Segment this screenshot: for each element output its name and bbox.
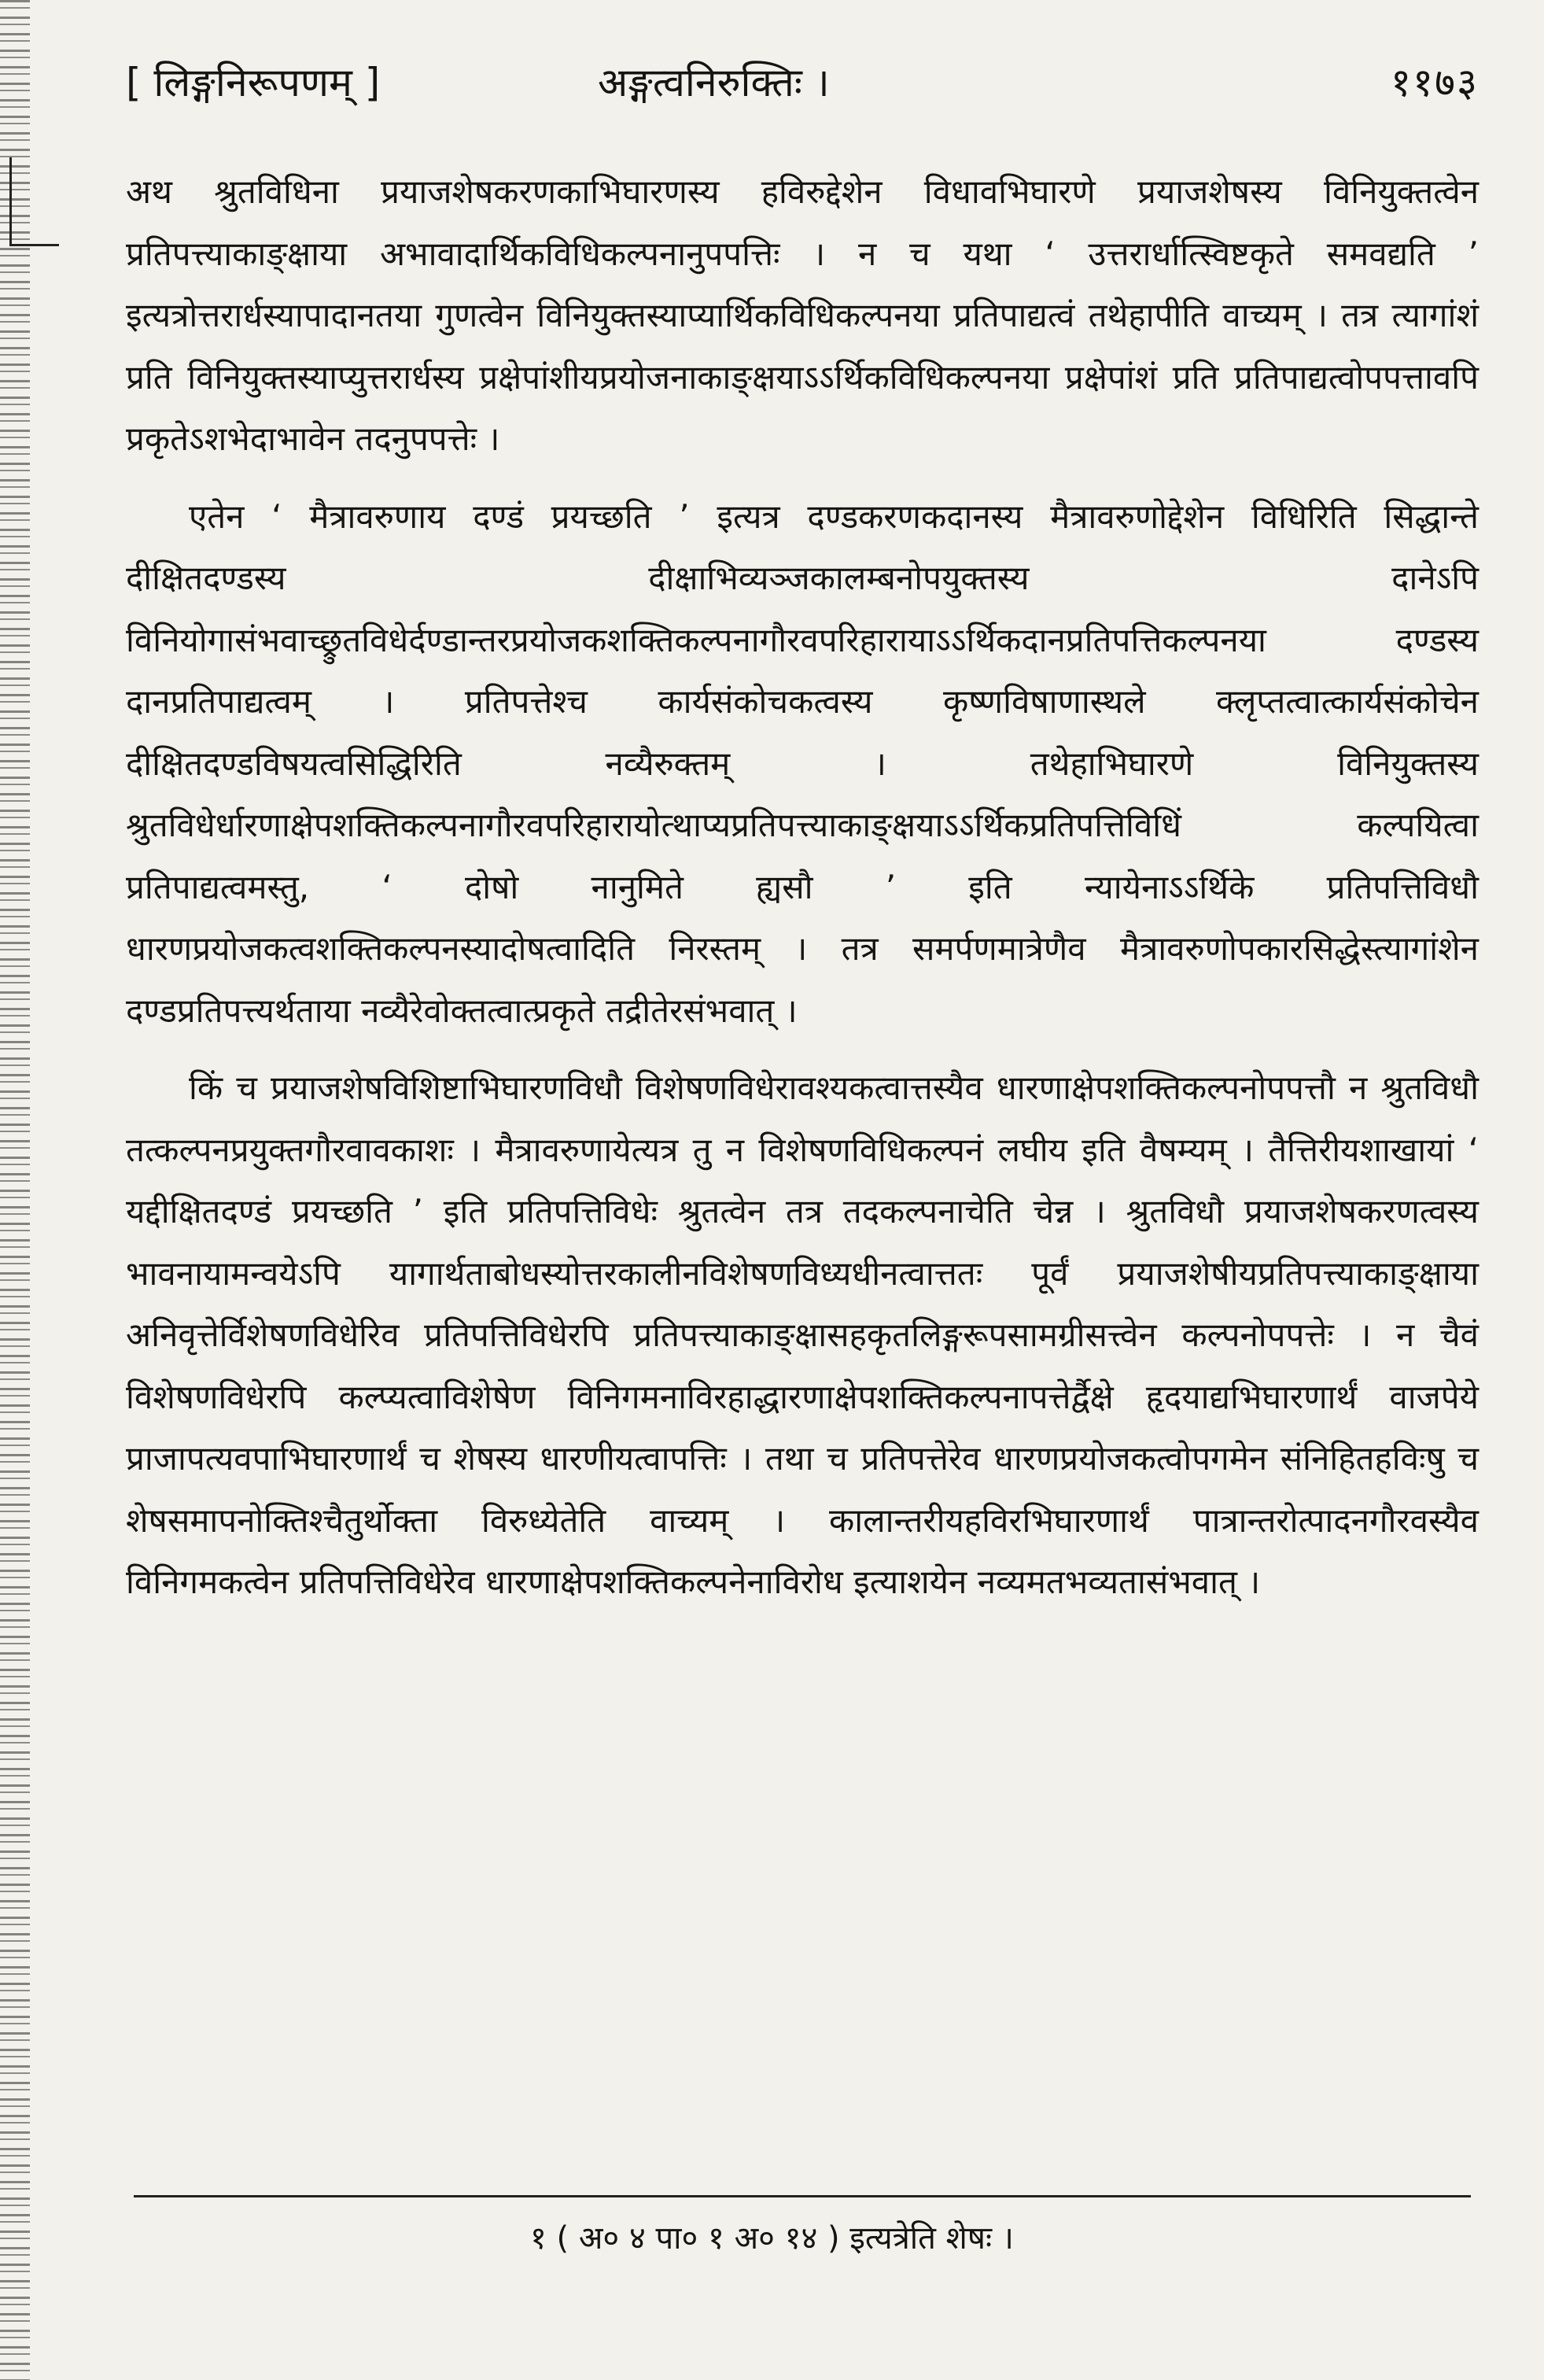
paragraph-3: किं च प्रयाजशेषविशिष्टाभिघारणविधौ विशेषणविधेरावश्यकत्वात्तस्यैव धारणाक्षेपशक्तिकल्पनोपपत्तौ न श्रुतविधौ तत्कल्पनप्रयुक्तगौरवावकाशः । मैत्रावरुणायेत्यत्र तु न विशेषणविधिकल्पनं लघीय इति वैषम्यम् । तैत्तिरीयशाखायां ‘ यद्दीक्षितदण्डं प्रयच्छति ’ इति प्रतिपत्तिविधेः श्रुतत्वेन तत्र तदकल्पनाचेति चेन्न । श्रुतविधौ प्रयाजशेषकरणत्वस्य भावनायामन्वयेऽपि यागार्थताबोधस्योत्तरकालीनविशेषणविध्यधीनत्वात्ततः पूर्वं प्रयाजशेषीयप्रतिपत्त्याकाङ्क्षाया अनिवृत्तेर्विशेषणविधेरिव प्रतिपत्तिविधेरपि प्रतिपत्त्याकाङ्क्षासहकृतलिङ्गरूपसामग्रीसत्त्वेन कल्पनोपपत्तेः । न चैवं विशेषणविधेरपि कल्प्यत्वाविशेषेण विनिगमनाविरहाद्धारणाक्षेपशक्तिकल्पनापत्तेर्द्वैक्षे हृदयाद्यभिघारणार्थं वाजपेये प्राजापत्यवपाभिघारणार्थं च शेषस्य धारणीयत्वापत्तिः । तथा च प्रतिपत्तेरेव धारणप्रयोजकत्वोपगमेन संनिहितहविःषु च शेषसमापनोक्तिश्चैतुर्थोक्ता विरुध्येतेति वाच्यम् । कालान्तरीयहविरभिघारणार्थं पात्रान्तरोत्पादनगौरवस्यैव विनिगमकत्वेन प्रतिपत्तिविधेरेव धारणाक्षेपशक्तिकल्पनेनाविरोध इत्याशयेन नव्यमतभव्यतासंभवात् । [126, 1068, 1479, 1601]
footnote-divider [134, 2195, 1471, 2197]
margin-mark [9, 157, 59, 246]
footnote: १ ( अ० ४ पा० १ अ० १४ ) इत्यत्रेति शेषः । [530, 2220, 1014, 2256]
main-text [126, 161, 1479, 1629]
paragraph-2: एतेन ‘ मैत्रावरुणाय दण्डं प्रयच्छति ’ इत्यत्र दण्डकरणकदानस्य मैत्रावरुणोद्देशेन विधिरिति सिद्धान्ते दीक्षितदण्डस्य दीक्षाभिव्यञ्जकालम्बनोपयुक्तस्य दानेऽपि विनियोगासंभवाच्छ्रुतविधेर्दण्डान्तरप्रयोजकशक्तिकल्पनागौरवपरिहारायाऽऽर्थिकदानप्रतिपत्तिकल्पनया दण्डस्य दानप्रतिपाद्यत्वम् । प्रतिपत्तेश्च कार्यसंकोचकत्वस्य कृष्णविषाणास्थले क्लृप्तत्वात्कार्यसंकोचेन दीक्षितदण्डविषयत्वसिद्धिरिति नव्यैरुक्तम् । तथेहाभिघारणे विनियुक्तस्य श्रुतविधेर्धारणाक्षेपशक्तिकल्पनागौरवपरिहारायोत्थाप्यप्रतिपत्त्याकाङ्क्षयाऽऽर्थिकप्रतिपत्तिविधिं कल्पयित्वा प्रतिपाद्यत्वमस्तु, ‘ दोषो नानुमिते ह्यसौ ’ इति न्यायेनाऽऽर्थिके प्रतिपत्तिविधौ धारणप्रयोजकत्वशक्तिकल्पनस्यादोषत्वादिति निरस्तम् । तत्र समर्पणमात्रेणैव मैत्रावरुणोपकारसिद्धेस्त्यागांशेन दण्डप्रतिपत्त्यर्थताया नव्यैरेवोक्तत्वात्प्रकृते तद्रीतेरसंभवात् । [126, 496, 1479, 1030]
scan-edge-shadow [0, 0, 30, 2380]
running-header [126, 55, 1479, 110]
header-section-title: [ लिङ्गनिरूपणम् ] [126, 60, 381, 105]
header-topic-title: अङ्गत्वनिरुक्तिः । [598, 60, 830, 105]
page-number: ११७३ [1391, 60, 1479, 105]
paragraph-1: अथ श्रुतविधिना प्रयाजशेषकरणकाभिघारणस्य हविरुद्देशेन विधावभिघारणे प्रयाजशेषस्य विनियुक्तत्वेन प्रतिपत्त्याकाङ्क्षाया अभावादार्थिकविधिकल्पनानुपपत्तिः । न च यथा ‘ उत्तरार्धात्स्विष्टकृते समवद्यति ’ इत्यत्रोत्तरार्धस्यापादानतया गुणत्वेन विनियुक्तस्याप्यार्थिकविधिकल्पनया प्रतिपाद्यत्वं तथेहापीति वाच्यम् । तत्र त्यागांशं प्रति विनियुक्तस्याप्युत्तरार्धस्य प्रक्षेपांशीयप्रयोजनाकाङ्क्षयाऽऽर्थिकविधिकल्पनया प्रक्षेपांशं प्रति प्रतिपाद्यत्वोपपत्तावपि प्रकृतेऽशभेदाभावेन तदनुपपत्तेः । [126, 172, 1479, 458]
